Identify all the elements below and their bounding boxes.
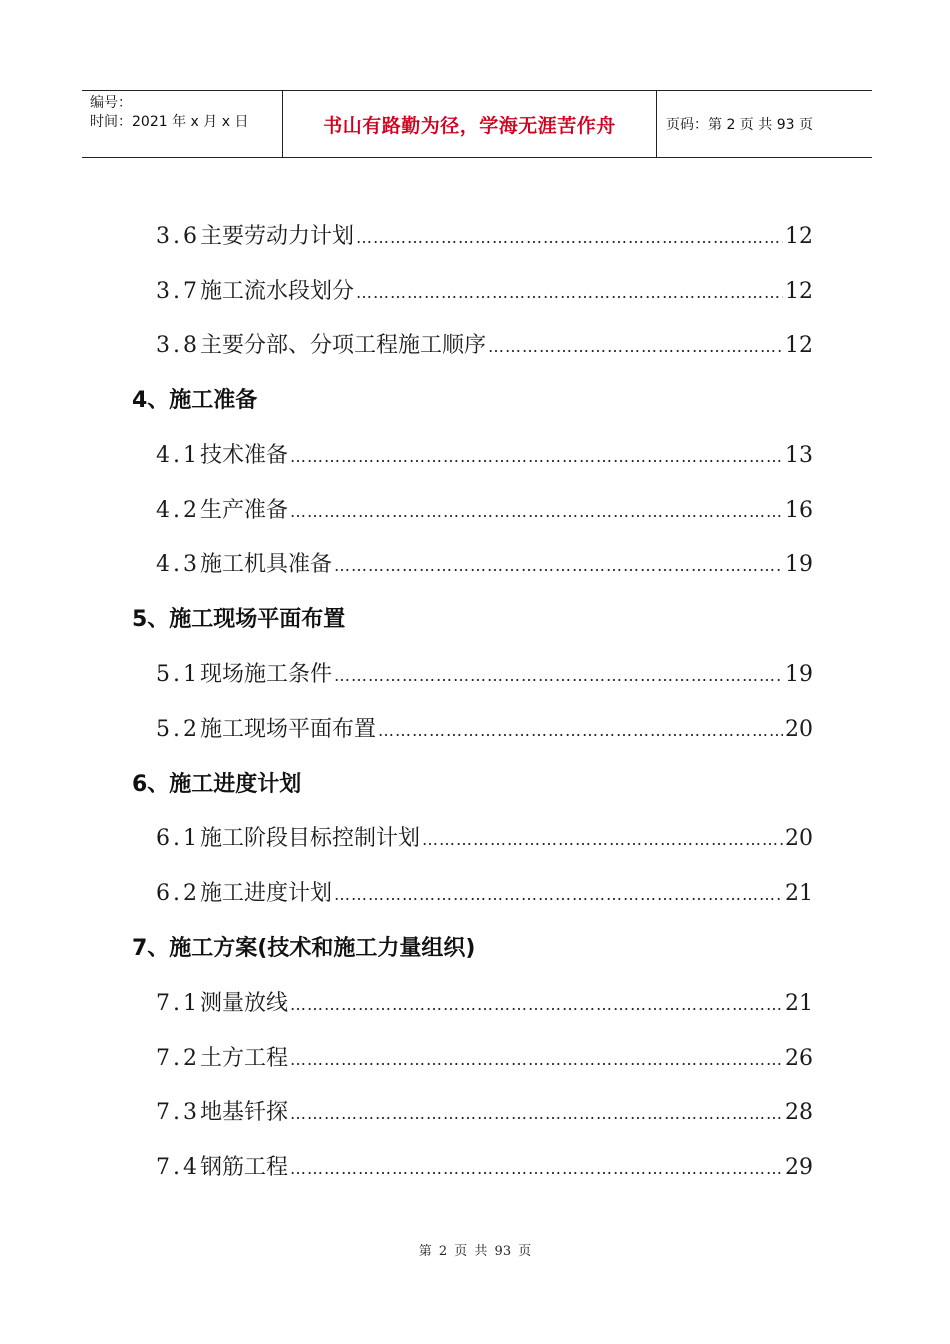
toc-entry-number: 6.2 — [156, 881, 200, 906]
toc-entry[interactable] — [156, 440, 813, 472]
toc-entry-number: 5.1 — [156, 662, 200, 687]
toc-entry-page: 21 — [785, 881, 813, 906]
toc-entry-number: 7.3 — [156, 1100, 200, 1125]
toc-entry-page: 16 — [785, 498, 813, 523]
toc-dot-leader — [290, 1153, 783, 1185]
toc-entry-title: 施工现场平面布置 — [200, 717, 377, 742]
toc-entry[interactable] — [156, 1043, 813, 1075]
toc-entry[interactable] — [156, 1097, 813, 1129]
toc-section-heading[interactable] — [132, 604, 345, 636]
toc-section-heading[interactable] — [132, 933, 475, 965]
toc-dot-leader — [290, 1044, 783, 1076]
toc-entry-title: 钢筋工程 — [200, 1155, 289, 1180]
toc-entry-title: 技术准备 — [200, 443, 289, 468]
toc-heading-title: 4、施工准备 — [132, 388, 258, 413]
toc-entry-title: 现场施工条件 — [200, 662, 333, 687]
toc-entry[interactable] — [156, 714, 813, 746]
footer-page-number: 第 2 页 共 93 页 — [418, 1244, 532, 1259]
toc-entry-number: 7.1 — [156, 991, 200, 1016]
toc-entry-title: 测量放线 — [200, 991, 289, 1016]
toc-entry[interactable] — [156, 330, 813, 362]
toc-entry-title: 施工进度计划 — [200, 881, 333, 906]
toc-dot-leader — [290, 1098, 783, 1130]
toc-entry-title: 主要分部、分项工程施工顺序 — [200, 333, 487, 358]
toc-entry-page: 12 — [785, 333, 813, 358]
toc-section-heading[interactable] — [132, 769, 301, 801]
toc-heading-title: 5、施工现场平面布置 — [132, 607, 346, 632]
toc-entry-number: 3.8 — [156, 333, 200, 358]
toc-entry-number: 7.4 — [156, 1155, 200, 1180]
toc-dot-leader — [334, 660, 783, 692]
toc-heading-title: 6、施工进度计划 — [132, 772, 302, 797]
toc-entry-title: 施工机具准备 — [200, 552, 333, 577]
header-motto: 书山有路勤为径，学海无涯苦作舟 — [323, 114, 616, 137]
toc-entry-number: 7.2 — [156, 1046, 200, 1071]
toc-entry-page: 29 — [785, 1155, 813, 1180]
toc-entry-number: 5.2 — [156, 717, 200, 742]
toc-entry[interactable] — [156, 495, 813, 527]
page-footer — [0, 1240, 950, 1259]
toc-entry-page: 26 — [785, 1046, 813, 1071]
toc-entry[interactable] — [156, 221, 813, 253]
toc-entry-page: 13 — [785, 443, 813, 468]
toc-entry-page: 21 — [785, 991, 813, 1016]
toc-entry-page: 12 — [785, 224, 813, 249]
toc-entry-number: 4.1 — [156, 443, 200, 468]
toc-entry-title: 生产准备 — [200, 498, 289, 523]
document-number-label: 编号： — [90, 95, 132, 111]
toc-entry[interactable] — [156, 276, 813, 308]
toc-entry-page: 20 — [785, 826, 813, 851]
toc-dot-leader — [290, 989, 783, 1021]
toc-entry-title: 施工阶段目标控制计划 — [200, 826, 421, 851]
toc-entry[interactable] — [156, 878, 813, 910]
toc-dot-leader — [378, 715, 783, 747]
toc-entry-number: 6.1 — [156, 826, 200, 851]
toc-entry-number: 3.7 — [156, 279, 200, 304]
toc-entry-title: 施工流水段划分 — [200, 279, 355, 304]
toc-dot-leader — [356, 277, 783, 309]
toc-entry-title: 土方工程 — [200, 1046, 289, 1071]
toc-section-heading[interactable] — [132, 385, 257, 417]
header-page-info: 页码：第 2 页 共 93 页 — [666, 117, 813, 133]
toc-entry-page: 19 — [785, 552, 813, 577]
toc-entry-page: 19 — [785, 662, 813, 687]
toc-entry-page: 28 — [785, 1100, 813, 1125]
toc-entry-title: 主要劳动力计划 — [200, 224, 355, 249]
toc-dot-leader — [356, 222, 783, 254]
document-time-label: 时间：2021 年 x 月 x 日 — [90, 114, 249, 130]
toc-dot-leader — [290, 441, 783, 473]
toc-entry[interactable] — [156, 988, 813, 1020]
toc-entry[interactable] — [156, 823, 813, 855]
toc-dot-leader — [290, 496, 783, 528]
toc-entry[interactable] — [156, 1152, 813, 1184]
toc-entry-page: 12 — [785, 279, 813, 304]
toc-heading-title: 7、施工方案(技术和施工力量组织) — [132, 936, 476, 961]
toc-entry-page: 20 — [785, 717, 813, 742]
toc-entry[interactable] — [156, 549, 813, 581]
toc-dot-leader — [334, 879, 783, 911]
toc-entry-number: 4.2 — [156, 498, 200, 523]
toc-dot-leader — [488, 331, 783, 363]
toc-dot-leader — [422, 824, 783, 856]
toc-entry-number: 3.6 — [156, 224, 200, 249]
toc-entry-number: 4.3 — [156, 552, 200, 577]
toc-dot-leader — [334, 550, 783, 582]
toc-entry-title: 地基钎探 — [200, 1100, 289, 1125]
toc-entry[interactable] — [156, 659, 813, 691]
